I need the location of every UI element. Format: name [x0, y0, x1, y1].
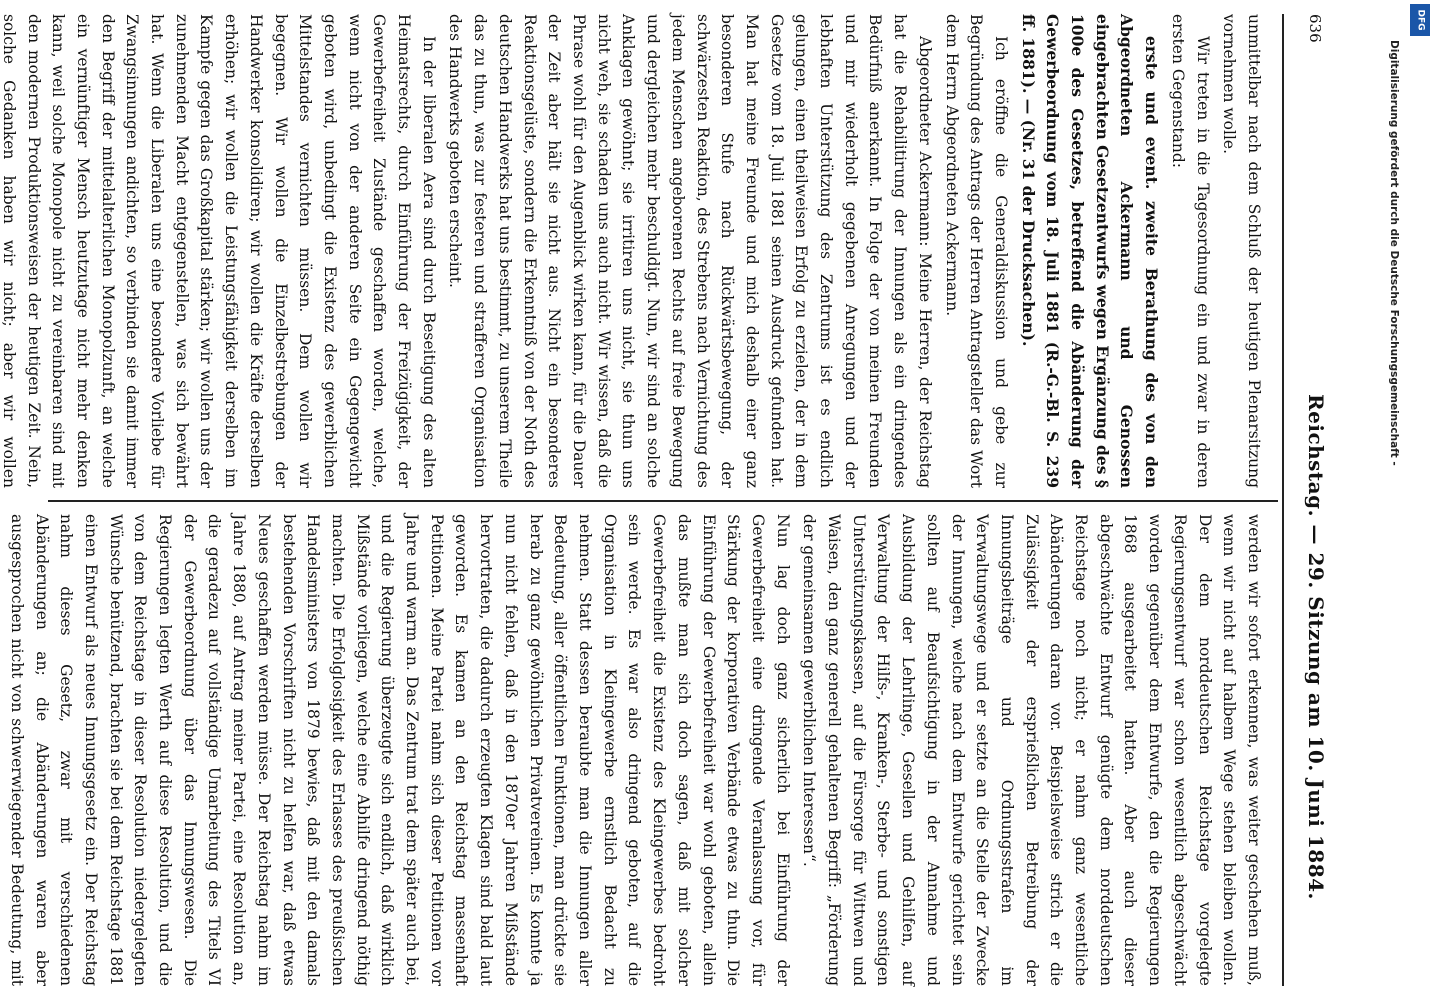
- column-divider: [48, 500, 1278, 502]
- paragraph: werden wir sofort erkennen, was weiter geschehen muß, wenn wir nicht auf halbem Wege stehen bleiben wollen. Der dem norddeutschen Reichstage vorgelegte Regierungsentwurf war schon wesentlich abgeschwächt worden gegenüber dem Entwurfe, den die Regierungen 1868 ausgearbeitet hatten. Aber auch dieser abgeschwächte Entwurf genügte dem norddeutschen Reichstage noch nicht; er nahm ganz wesentliche Abänderungen daran vor. Beispielsweise strich er die Zulässigkeit der ersprießlichen Betreibung der Innungsbeiträge und Ordnungsstrafen im Verwaltungswege und er setzte an die Stelle der Zwecke der Innungen, welche nach dem Entwurfe gerichtet sein sollten auf Beaufsichtigung in der Annahme und Ausbildung der Lehrlinge, Gesellen und Gehilfen, auf Verwaltung der Hilfs-, Kranken-, Sterbe- und sonstigen Unterstützungskassen, auf die Fürsorge für Wittwen und Waisen, den ganz generell gehaltenen Begriff: „Förderung der gemeinsamen gewerblichen Interessen“.: [800, 514, 1263, 986]
- paragraph: Nun lag doch ganz sicherlich bei Einführung der Gewerbefreiheit eine dringende Veranlassung vor, für Stärkung der korporativen Verbände etwas zu thun. Die Einführung der Gewerbefreiheit war wohl geboten, allein das mußte man sich doch sagen, daß mit solcher Gewerbefreiheit die Existenz des Kleingewerbes bedroht sein werde. Es war also dringend geboten, auf die Organisation in Kleingewerbe ernstlich Bedacht zu nehmen. Statt dessen beraubte man die Innungen aller Bedeutung, aller öffentlichen Funktionen, man drückte sie herab zu ganz gewöhnlichen Privatvereinen. Es konnte ja nun nicht fehlen, daß in den 1870er Jahren Mißstände hervortraten, die dadurch erzeugten Klagen sind bald laut geworden. Es kamen an den Reichstag massenhaft Petitionen. Meine Partei nahm sich dieser Petitionen vor Jahre und warm an. Das Zentrum trat dem später auch bei, und die Regierung überzeugte sich endlich, daß wirklich Mißstände vorliegen, welche eine Abhilfe dringend nöthig machten. Die Erfolglosigkeit des Erlasses des preußischen Handelsministers von 1879 bewies, daß mit den damals bestehenden Vorschriften nicht zu helfen war, daß etwas Neues geschaffen werden müsse. Der Reichstag nahm im Jahre 1880, auf Antrag meiner Partei, eine Resolution an, die geradezu auf vollständige Umarbeitung des Titels VI der Gewerbeordnung über das Innungswesen. Die Regierungen legten Werth auf diese Resolution, und die von dem Reichstage in dieser Resolution niedergelegten Wünsche benützend, brachten sie bei dem Reichstage 1881 einen Entwurf als neues Innungsgesetz ein. Der Reichstag nahm dieses Gesetz, zwar mit verschiedenen Abänderungen an; die Abänderungen waren aber ausgesprochen nicht von schwerwiegender Bedeutung, mit: [7, 514, 792, 986]
- paragraph: In der liberalen Aera sind durch Beseitigung des alten Heimatsrechts, durch Einführung der Freizügigkeit, der Gewerbefreiheit Zustände geschaffen worden, welche, wenn nicht von der anderen Seite ein Gegengewicht geboten wird, unbedingt die Existenz des gewerblichen Mittelstandes vernichten müssen. Dem wollen wir begegnen. Wir wollen die Einzelbestrebungen der Handwerker konsolidiren; wir wollen die Kräfte derselben erhöhen; wir wollen die Leistungsfähigkeit derselben im Kampfe gegen das Großkapital stärken; wir wollen uns der zunehmenden Macht entgegenstellen, was sich bewährt hat. Wenn die Liberalen uns eine besondere Vorliebe für Zwangsinnungen andichten, so verbinden sie damit immer den Begriff der mittelalterlichen Monopolzunft, an welche ein vernünftiger Mensch heutzutage nicht mehr denken kann, weil solche Monopole nicht zu vereinbaren sind mit den modernen Produktionsweisen der heutigen Zeit. Nein, solche Gedanken haben wir nicht; aber wir wollen: [0, 14, 438, 488]
- dfg-logo: [1410, 4, 1430, 36]
- right-column: [7, 514, 1266, 986]
- paragraph: erste und event. zweite Berathung des von den Abgeordneten Ackermann und Genossen eingebrachten Gesetzentwurfs wegen Ergänzung des § 100e des Gesetzes, betreffend die Abänderung der Gewerbeordnung vom 18. Juli 1881 (R.-G.-Bl. S. 239 ff. 1881). — (Nr. 31 der Drucksachen).: [1018, 14, 1162, 488]
- dfg-logo-text: DFG: [1415, 9, 1426, 31]
- digitization-note: Digitalisierung gefördert durch die Deutsche Forschungsgemeinschaft -: [1388, 40, 1400, 466]
- paragraph: Abgeordneter Ackermann: Meine Herren, der Reichstag hat die Rehabilitirung der Innungen als ein dringendes Bedürfniß anerkannt. In Folge der von meinen Freunden und mir wiederholt gegebenen Anregungen und der lebhaften Unterstützung des Zentrums ist es endlich gelungen, einen theilweisen Erfolg zu erzielen, der in dem Gesetze vom 18. Juli 1881 seinen Ausdruck gefunden hat. Man hat meine Freunde und mich deshalb einer ganz besonderen Stufe nach Rückwärtsbewegung, der schwärzesten Reaktion, des Strebens nach Vernichtung des jedem Menschen angeborenen Rechts auf freie Bewegung und dergleichen mehr beschuldigt. Nun, wir sind an solche Anklagen gewöhnt; sie irritiren uns nicht, sie thun uns nicht weh, sie schaden uns auch nicht. Wir wissen, daß die Phrase wohl für den Augenblick wirken kann, für die Dauer der Zeit aber hält sie nicht aus. Nicht ein besonderes Reaktionsgelüste, sondern die Erkenntniß von der Noth des deutschen Handwerks hat uns bestimmt, zu unserem Theile das zu thun, was zur festeren und strafferen Organisation des Handwerks geboten erscheint.: [446, 14, 934, 488]
- running-head: Reichstag. — 29. Sitzung am 10. Juni 1884.: [1304, 394, 1328, 900]
- paragraph: Wir treten in die Tagesordnung ein und zwar in deren ersten Gegenstand:: [1168, 14, 1212, 488]
- left-column: [0, 14, 1266, 488]
- document-page: [0, 14, 1338, 986]
- paragraph: Ich eröffne die Generaldiskussion und gebe zur Begründung des Antrags der Herren Antragsteller das Wort dem Herrn Abgeordneten Ackermann.: [942, 14, 1010, 488]
- page-number: 636: [1306, 14, 1324, 43]
- page-header: [1292, 14, 1328, 986]
- paragraph: unmittelbar nach dem Schluß der heutigen Plenarsitzung vornehmen wolle.: [1220, 14, 1263, 488]
- header-rule: [1282, 14, 1284, 986]
